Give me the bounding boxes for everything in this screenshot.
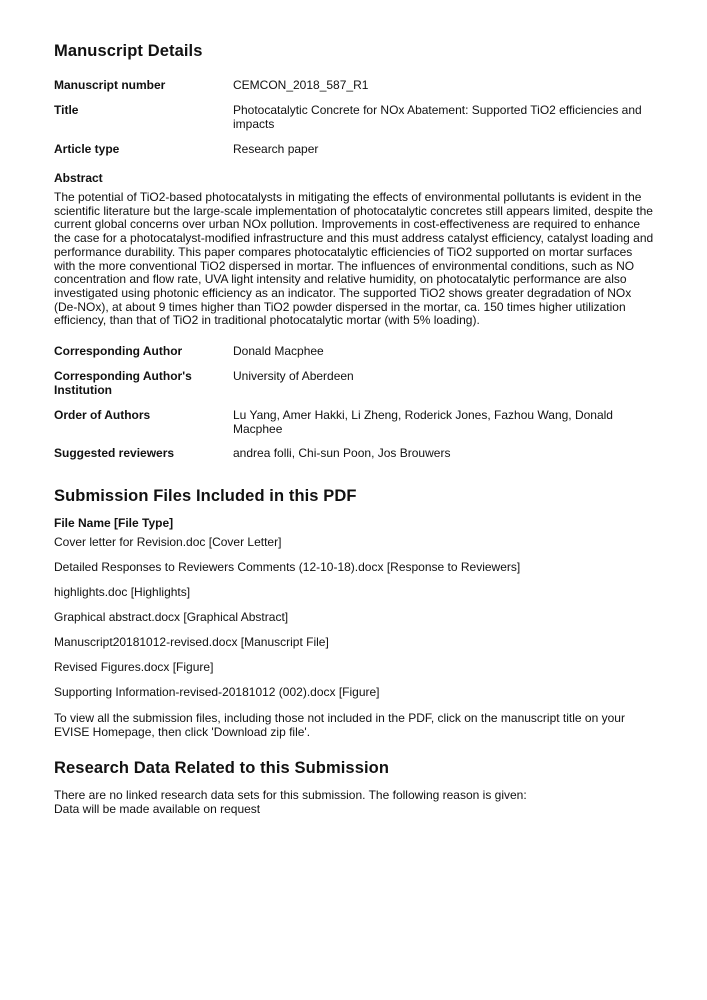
file-item: Supporting Information-revised-20181012 (002).docx [Figure] xyxy=(54,685,380,699)
field-corresponding-author xyxy=(54,344,654,360)
field-label: Title xyxy=(54,103,79,117)
abstract-label: Abstract xyxy=(54,171,103,185)
article-type-value: Research paper xyxy=(233,142,319,156)
field-manuscript-number xyxy=(54,78,654,94)
field-label: Article type xyxy=(54,142,120,156)
file-list xyxy=(54,535,520,710)
field-article-type xyxy=(54,142,654,158)
institution-value: University of Aberdeen xyxy=(233,369,354,383)
file-item: highlights.doc [Highlights] xyxy=(54,585,191,599)
suggested-reviewers-value: andrea folli, Chi-sun Poon, Jos Brouwers xyxy=(233,446,451,460)
file-item: Detailed Responses to Reviewers Comments (12-10-18).docx [Response to Reviewers] xyxy=(54,560,521,574)
submission-files-note: To view all the submission files, including those not included in the PDF, click on the manuscript title on your EVISE Homepage, then click 'Download zip file'. xyxy=(54,711,625,739)
field-label: Order of Authors xyxy=(54,408,151,422)
research-data-reason-intro: There are no linked research data sets for this submission. The following reason is given: xyxy=(54,788,527,802)
file-item: Manuscript20181012-revised.docx [Manuscript File] xyxy=(54,635,329,649)
field-institution xyxy=(54,369,654,399)
manuscript-details-heading: Manuscript Details xyxy=(54,42,203,60)
submission-files-heading: Submission Files Included in this PDF xyxy=(54,487,357,505)
research-data-reason: Data will be made available on request xyxy=(54,802,261,816)
field-label: Manuscript number xyxy=(54,78,166,92)
field-title xyxy=(54,103,654,133)
field-label: Suggested reviewers xyxy=(54,446,175,460)
manuscript-number-value: CEMCON_2018_587_R1 xyxy=(233,78,369,92)
order-of-authors-value: Lu Yang, Amer Hakki, Li Zheng, Roderick Jones, Fazhou Wang, Donald Macphee xyxy=(233,408,613,436)
file-item: Cover letter for Revision.doc [Cover Letter] xyxy=(54,535,282,549)
file-item: Revised Figures.docx [Figure] xyxy=(54,660,214,674)
abstract-text: The potential of TiO2-based photocatalysts in mitigating the effects of environmental pollutants is evident in the scientific literature but the large-scale implementation of photocatalytic concretes still appears limited, despite the current global concerns over urban NOx pollution. Improvements in cost-effectiveness are required to enhance the case for a photocatalyst-modified infrastructure and this must address catalyst efficiency, catalyst loading and performance durability. This paper compares photocatalytic efficiencies of TiO2 supported on mortar surfaces with the more conventional TiO2 dispersed in mortar. The influences of environmental conditions, such as NO concentration and flow rate, UVA light intensity and relative humidity, on photocatalytic performance are also investigated using photonic efficiency as an indicator. The supported TiO2 shows greater degradation of NOx (De-NOx), at about 9 times higher than TiO2 powder dispersed in the mortar, ca. 150 times higher utilization efficiency, than that of TiO2 in traditional photocatalytic mortar (with 5% loading). xyxy=(54,190,654,328)
field-label: Corresponding Author's Institution xyxy=(54,369,192,397)
title-value: Photocatalytic Concrete for NOx Abatement: Supported TiO2 efficiencies and impacts xyxy=(233,103,642,131)
file-list-header: File Name [File Type] xyxy=(54,516,174,530)
corresponding-author-value: Donald Macphee xyxy=(233,344,324,358)
file-item: Graphical abstract.docx [Graphical Abstract] xyxy=(54,610,289,624)
field-suggested-reviewers xyxy=(54,446,654,462)
field-order-of-authors xyxy=(54,408,654,438)
research-data-heading: Research Data Related to this Submission xyxy=(54,759,390,777)
field-label: Corresponding Author xyxy=(54,344,183,358)
